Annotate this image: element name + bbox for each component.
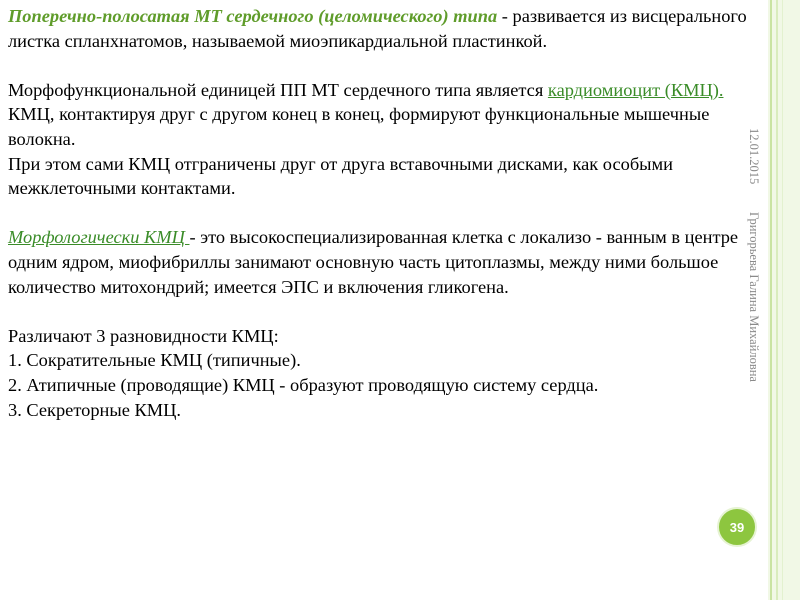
list-item: 2. Атипичные (проводящие) КМЦ - образуют проводящую систему сердца.: [8, 374, 599, 395]
paragraph-morphology: [8, 225, 750, 299]
slide-date: 12.01.2015: [747, 128, 761, 185]
morphology-link[interactable]: Морфологически КМЦ: [8, 227, 190, 248]
types-heading: Различают 3 разновидности КМЦ:: [8, 325, 279, 346]
unit-text-after: КМЦ, контактируя друг с другом конец в конец, формируют функциональные мышечные волокна.: [8, 104, 710, 149]
cardiomyocyte-link[interactable]: кардиомиоцит (КМЦ).: [547, 79, 724, 100]
band-stripe: [770, 0, 772, 600]
intro-text: - развивается из висцерального листка спланхнатомов, называемой миоэпикардиальной пластинкой.: [8, 6, 747, 51]
paragraph-intro: [8, 4, 750, 53]
slide-body: [8, 4, 750, 422]
band-stripe: [782, 0, 783, 600]
slide-number-badge: 39: [717, 507, 757, 547]
paragraph-unit: [8, 78, 750, 152]
intro-highlight: Поперечно-полосатая МТ сердечного (целомического) типа: [8, 6, 498, 26]
slide-author: Григорьева Галина Михайловна: [747, 212, 761, 382]
paragraph-discs: При этом сами КМЦ отграничены друг от друга вставочными дисками, как особыми межклеточными контактами.: [8, 153, 674, 199]
morphology-text: - это высокоспециализированная клетка с локализо - ванным в центре одним ядром, миофибриллы занимают основную часть цитоплазмы, между ними большое количество митохондрий; имеется ЭПС и включения гликогена.: [8, 227, 739, 297]
unit-text-before: Морфофункциональной единицей ПП МТ сердечного типа является: [8, 79, 548, 100]
list-item: 1. Сократительные КМЦ (типичные).: [8, 350, 301, 371]
band-stripe: [776, 0, 778, 600]
decorative-side-band: [768, 0, 800, 600]
list-item: 3. Секреторные КМЦ.: [8, 399, 181, 420]
